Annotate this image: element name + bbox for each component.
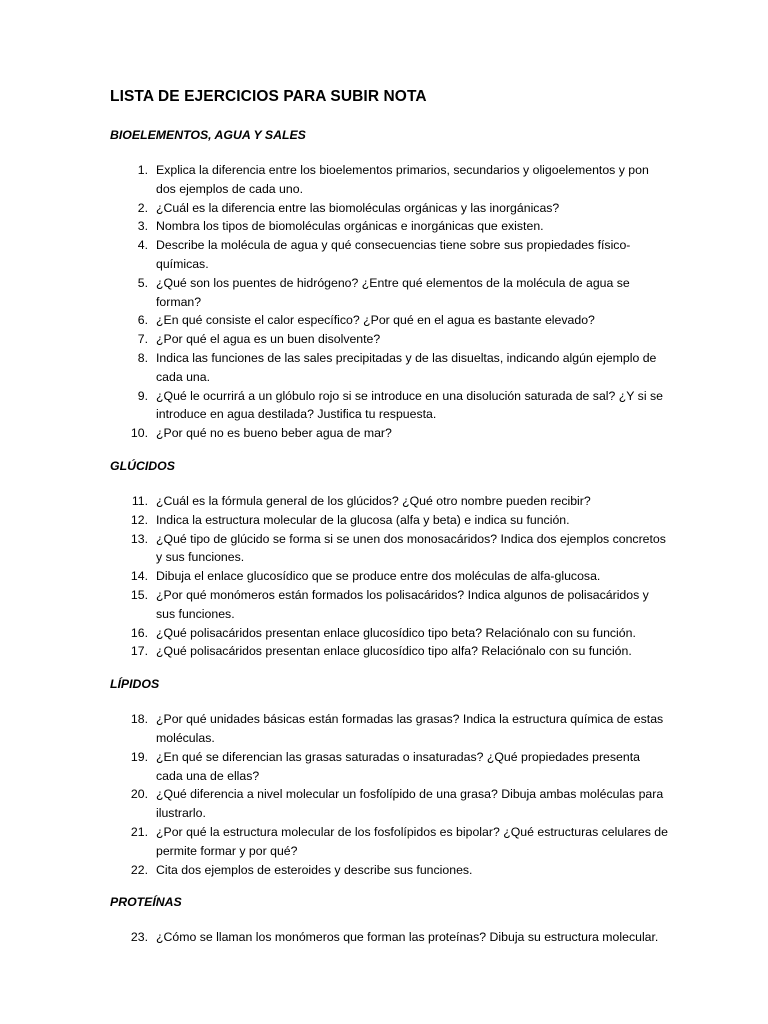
exercise-item [110,823,670,861]
exercise-item [110,928,670,947]
exercise-item [110,387,670,425]
exercise-text: Nombra los tipos de biomoléculas orgánicas e inorgánicas que existen. [156,219,544,234]
exercise-number: 23. [130,930,148,945]
exercise-text: ¿Por qué unidades básicas están formadas las grasas? Indica la estructura química de estas moléculas. [156,712,664,745]
exercise-item [110,424,670,443]
exercise-item [110,861,670,880]
exercise-text: Dibuja el enlace glucosídico que se produce entre dos moléculas de alfa-glucosa. [156,569,601,584]
exercise-number: 3. [137,219,148,234]
exercise-number: 18. [130,712,148,727]
exercise-text: ¿En qué consiste el calor específico? ¿Por qué en el agua es bastante elevado? [156,313,595,328]
exercise-number: 9. [137,388,148,403]
exercise-number: 20. [130,787,148,802]
section-heading: LÍPIDOS [110,677,160,692]
exercise-number: 4. [137,238,148,253]
exercise-number: 5. [137,275,148,290]
exercise-item [110,274,670,312]
exercise-text: Indica la estructura molecular de la glucosa (alfa y beta) e indica su función. [156,512,570,527]
exercise-text: ¿Qué son los puentes de hidrógeno? ¿Entre qué elementos de la molécula de agua se forman? [156,275,630,309]
exercise-text: ¿Cuál es la diferencia entre las biomoléculas orgánicas y las inorgánicas? [156,200,560,215]
exercise-number: 13. [130,531,148,546]
exercise-text: ¿Cómo se llaman los monómeros que forman las proteínas? Dibuja su estructura molecular. [156,930,659,945]
exercise-list [110,161,670,443]
exercise-item [110,311,670,330]
exercise-number: 19. [130,749,148,764]
exercise-text: Explica la diferencia entre los bioelementos primarios, secundarios y oligoelementos y pon dos ejemplos de cada uno. [156,163,649,196]
exercise-item [110,236,670,274]
exercise-item [110,624,670,643]
exercise-text: ¿Qué polisacáridos presentan enlace glucosídico tipo alfa? Relaciónalo con su función. [156,644,632,659]
exercise-item [110,330,670,349]
exercise-text: Indica las funciones de las sales precipitadas y de las disueltas, indicando algún ejemplo de cada una. [156,350,657,384]
exercise-item [110,511,670,530]
exercise-number: 21. [130,824,148,839]
exercise-item [110,349,670,387]
exercise-text: ¿Por qué no es bueno beber agua de mar? [156,426,392,441]
section-heading: GLÚCIDOS [110,458,175,473]
exercise-item [110,492,670,511]
exercise-number: 22. [130,862,148,877]
exercise-number: 1. [137,163,148,177]
exercise-number: 7. [137,332,148,347]
exercise-number: 8. [137,350,148,365]
exercise-item [110,785,670,823]
exercise-text: ¿Cuál es la fórmula general de los glúcidos? ¿Qué otro nombre pueden recibir? [156,493,591,508]
exercise-item [110,199,670,218]
exercise-number: 17. [130,644,148,659]
section-glucidos [110,457,670,661]
exercise-text: ¿Qué polisacáridos presentan enlace glucosídico tipo beta? Relaciónalo con su función. [156,625,636,640]
exercise-item [110,217,670,236]
exercise-number: 14. [130,569,148,584]
exercise-number: 10. [130,426,148,441]
section-lipidos [110,675,670,879]
exercise-text: ¿Por qué el agua es un buen disolvente? [156,332,381,347]
exercise-number: 11. [131,493,148,508]
exercise-text: ¿En qué se diferencian las grasas saturadas o insaturadas? ¿Qué propiedades presenta cada una de ellas? [156,749,640,783]
exercise-number: 6. [137,313,148,328]
section-heading: BIOELEMENTOS, AGUA Y SALES [110,128,306,142]
exercise-item [110,642,670,661]
exercise-text: ¿Qué diferencia a nivel molecular un fosfolípido de una grasa? Dibuja ambas moléculas para ilustrarlo. [156,787,664,821]
exercise-list [110,928,670,947]
exercise-item [110,530,670,568]
exercise-item [110,710,670,748]
section-bioelementos [110,126,670,443]
exercise-item [110,586,670,624]
exercise-text: ¿Por qué monómeros están formados los polisacáridos? Indica algunos de polisacáridos y sus funciones. [156,587,649,621]
exercise-text: Cita dos ejemplos de esteroides y describe sus funciones. [156,862,473,877]
exercise-number: 12. [130,512,148,527]
exercise-item [110,161,670,199]
section-heading: PROTEÍNAS [110,895,182,910]
exercise-list [110,492,670,661]
exercise-text: ¿Qué tipo de glúcido se forma si se unen dos monosacáridos? Indica dos ejemplos concretos y sus funciones. [156,531,666,565]
section-proteinas [110,893,670,947]
exercise-text: ¿Por qué la estructura molecular de los fosfolípidos es bipolar? ¿Qué estructuras celulares de permite formar y por qué? [156,824,668,858]
exercise-text: ¿Qué le ocurrirá a un glóbulo rojo si se introduce en una disolución saturada de sal? ¿Y si se introduce en agua destilada? Justifica tu respuesta. [156,388,663,422]
exercise-number: 16. [130,625,148,640]
document-title: LISTA DE EJERCICIOS PARA SUBIR NOTA [110,88,427,105]
exercise-item [110,748,670,786]
exercise-number: 15. [130,587,148,602]
document-page [110,86,670,961]
exercise-text: Describe la molécula de agua y qué consecuencias tiene sobre sus propiedades físico-químicas. [156,238,631,271]
exercise-item [110,567,670,586]
exercise-number: 2. [137,200,148,215]
exercise-list [110,710,670,879]
